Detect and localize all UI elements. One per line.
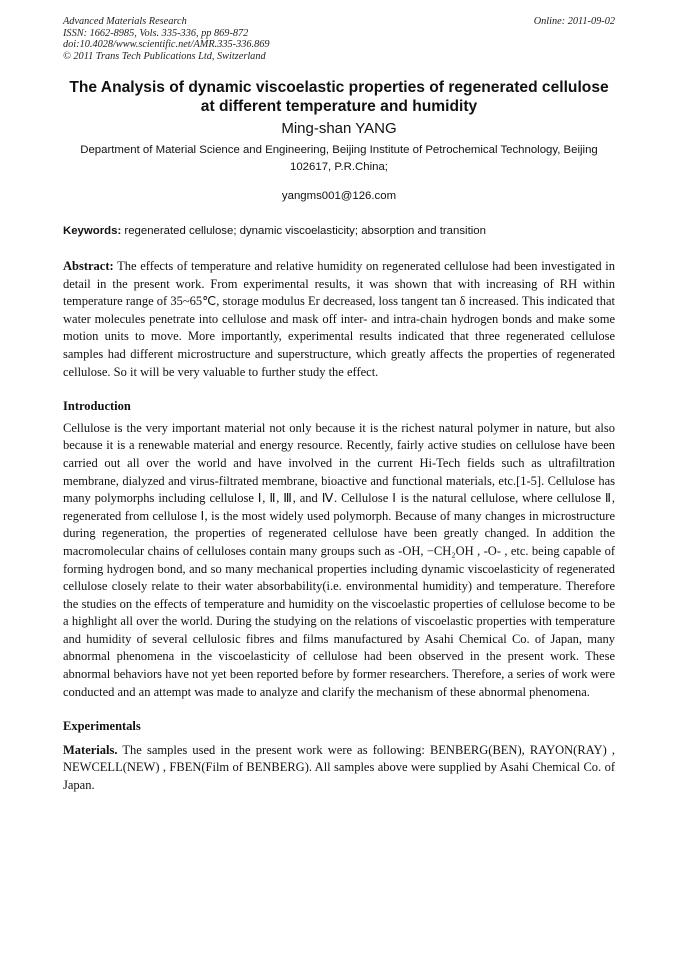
materials-text: The samples used in the present work were as following: BENBERG(BEN), RAYON(RAY) , NEWCELL(NEW) , FBEN(Film of BENBERG). All samples above were supplied by Asahi Chemical Co. of Japan. bbox=[63, 742, 615, 793]
copyright-line: © 2011 Trans Tech Publications Ltd, Switzerland bbox=[63, 50, 266, 62]
affiliation: Department of Material Science and Engineering, Beijing Institute of Petrochemical Technology, Beijing 102617, P.R.China; bbox=[80, 144, 598, 173]
materials-label: Materials. bbox=[63, 742, 118, 757]
issn-line: ISSN: 1662-8985, Vols. 335-336, pp 869-872 bbox=[63, 27, 249, 39]
experimentals-heading: Experimentals bbox=[63, 719, 141, 734]
introduction-text: Cellulose is the very important material not only because it is the richest natural polymer in nature, but also because it is a renewable material and energy resource. Recently, fairly active studies on cellulose have been carried out all over the world and have involved in the current Hi-Tech fields such as ultrafiltration membrane, dialyzed and virus-filtrated membrane, bioactive and functional materials, etc.[1-5]. Cellulose has many polymorphs including cellulose Ⅰ, Ⅱ, Ⅲ, and Ⅳ. Cellulose Ⅰ is the natural cellulose, where cellulose Ⅱ, regenerated from cellulose Ⅰ, is the most widely used polymorph. Because of many changes in microstructure during regeneration, the properties of regenerated cellulose have been greatly changed. In addition the macromolecular chains of celluloses contain many groups such as -OH, −CH₂OH , -O- , etc. being capable of forming hydrogen bond, and so many mechanical properties including dynamic viscoelasticity of regenerated cellulose closely relate to their water absorbability(i.e. environmental humidity) and temperature. Therefore the studies on the effects of temperature and humidity on the viscoelastic properties of cellulose become to be a highlight all over the world. During the studying on the relations of viscoelastic properties with temperature and humidity of several cellulosic fibres and films manufactured by Asahi Chemical Co. of Japan, many abnormal phenomena in the viscoelasticity of cellulose had been observed in the present work. These abnormal behaviors have not yet been reported before by former researchers. Therefore, a series of work were conducted and an attempt was made to analyze and clarify the mechanism of these abnormal phenomena. bbox=[63, 420, 615, 699]
author-name: Ming-shan YANG bbox=[281, 120, 397, 137]
abstract-text: The effects of temperature and relative humidity on regenerated cellulose had been investigated in detail in the present work. From experimental results, it was shown that with increasing of RH within temperature range of 35~65℃, storage modulus Er decreased, loss tangent tan δ increased. This indicated that water molecules penetrate into cellulose and mask off inter- and intra-chain hydrogen bonds and make some motion units to move. More importantly, experimental results indicated that three regenerated cellulose samples had different microstructure and superstructure, which greatly affects the properties of regenerated cellulose. So it will be very valuable to further study the effect. bbox=[63, 259, 615, 379]
paper-title: The Analysis of dynamic viscoelastic properties of regenerated cellulose at different temperature and humidity bbox=[69, 79, 609, 115]
introduction-heading: Introduction bbox=[63, 399, 131, 414]
keywords-label: Keywords: bbox=[63, 225, 122, 237]
journal-header bbox=[63, 16, 615, 62]
materials-paragraph bbox=[63, 742, 615, 795]
journal-name: Advanced Materials Research bbox=[63, 16, 187, 27]
abstract-label: Abstract: bbox=[63, 259, 114, 273]
online-date: Online: 2011-09-02 bbox=[533, 16, 615, 27]
abstract bbox=[63, 258, 615, 381]
author-email: yangms001@126.com bbox=[281, 190, 397, 202]
keywords bbox=[63, 224, 615, 238]
doi-line: doi:10.4028/www.scientific.net/AMR.335-336.869 bbox=[63, 39, 270, 50]
keywords-text: regenerated cellulose; dynamic viscoelasticity; absorption and transition bbox=[124, 225, 486, 237]
